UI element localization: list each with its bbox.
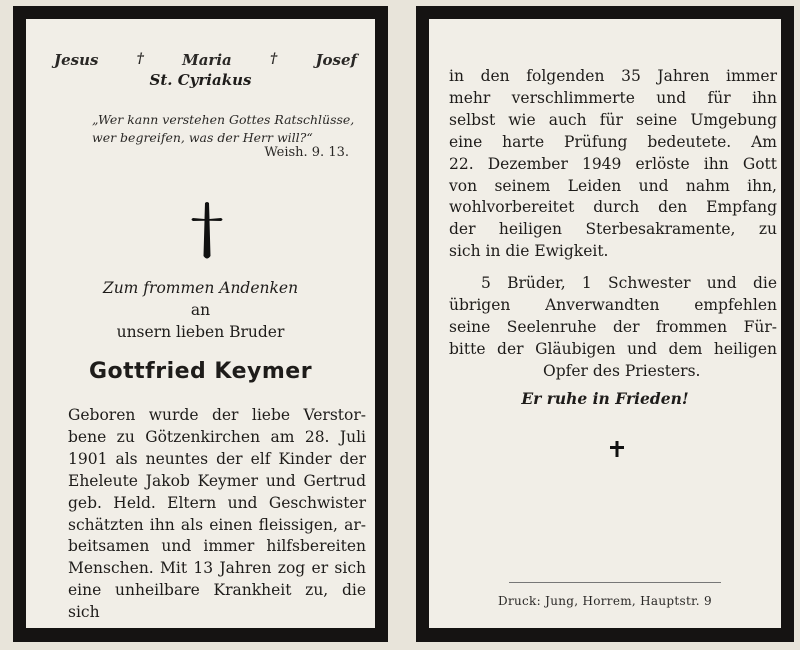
memorial-line: unsern lieben Bruder (116, 323, 285, 341)
deceased-name: Gottfried Keymer (88, 359, 313, 384)
biography-line: von seinem Leiden und nahm ihn, (449, 176, 777, 195)
biography-line: sich in die Ewigkeit. (449, 242, 609, 261)
large-cross-icon (190, 201, 224, 261)
left-card (13, 6, 388, 642)
commendation-line: seine Seelenruhe der frommen Für- (449, 317, 777, 336)
family-commendation (449, 273, 777, 383)
biography-continued (449, 66, 777, 263)
right-card-paper (429, 19, 781, 628)
biography-line: schätzten ihn als einen fleissigen, ar- (68, 515, 366, 534)
memorial-dedication (26, 277, 375, 343)
left-card-paper (26, 19, 375, 628)
commendation-line: übrigen Anverwandten empfehlen (449, 295, 777, 314)
biography-line: Eheleute Jakob Keymer und Gertrud (68, 471, 366, 490)
memorial-line: an (190, 301, 211, 319)
commendation-line: bitte der Gläubigen und dem heiligen (449, 339, 777, 358)
biography-line: Menschen. Mit 13 Jahren zog er sich (68, 559, 366, 578)
biography-line: beitsamen und immer hilfsbereiten (68, 537, 366, 556)
biography-line: wohlvorbereitet durch den Empfang (449, 198, 777, 217)
biography-line: geb. Held. Eltern und Geschwister (68, 493, 366, 512)
small-cross-icon (610, 441, 624, 457)
header-josef: Josef (315, 51, 357, 69)
commendation-line: 5 Brüder, 1 Schwester und die (481, 274, 777, 292)
holy-names-header (54, 51, 357, 69)
memorial-line: Zum frommen Andenken (102, 279, 299, 297)
biography-line: in den folgenden 35 Jahren immer (449, 67, 777, 85)
biography-line: Geboren wurde der liebe Verstor- (68, 406, 366, 424)
biography-line: eine unheilbare Krankheit zu, die sich (68, 581, 366, 622)
cross-icon: † (269, 51, 278, 67)
biography-line: eine harte Prüfung bedeutete. Am (449, 132, 777, 151)
divider (509, 582, 721, 583)
biography-line: selbst wie auch für seine Umgebung (449, 110, 777, 129)
biography-line: 22. Dezember 1949 erlöste ihn Gott (449, 154, 777, 173)
biography-line: 1901 als neuntes der elf Kinder der (68, 449, 366, 468)
biography-line: mehr verschlimmerte und für ihn (449, 88, 777, 107)
printer-imprint: Druck: Jung, Horrem, Hauptstr. 9 (498, 594, 712, 608)
cross-icon: † (136, 51, 144, 67)
quote-line: wer begreifen, was der Herr will?“ (92, 130, 313, 145)
header-maria: Maria (182, 51, 232, 69)
bible-quote (92, 111, 357, 147)
commendation-line: Opfer des Priesters. (543, 361, 701, 380)
quote-line: „Wer kann verstehen Gottes Ratschlüsse, (92, 112, 355, 127)
biography-text (68, 405, 366, 624)
header-jesus: Jesus (54, 51, 99, 69)
biography-line: bene zu Götzenkirchen am 28. Juli (68, 427, 366, 446)
right-card (416, 6, 794, 642)
saint-name: St. Cyriakus (149, 71, 252, 89)
biography-line: der heiligen Sterbesakramente, zu (449, 220, 777, 239)
quote-reference: Weish. 9. 13. (264, 145, 349, 160)
closing-blessing: Er ruhe in Frieden! (521, 389, 689, 408)
